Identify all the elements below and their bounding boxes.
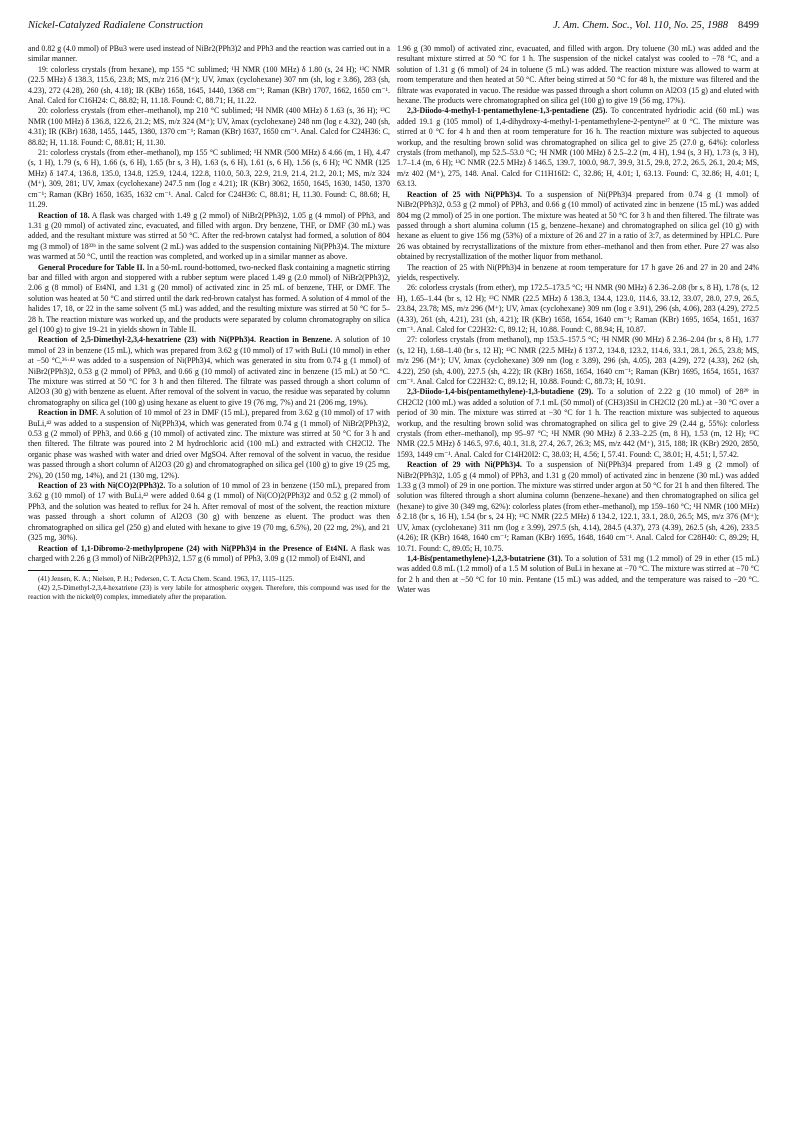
paragraph-text: To a solution of 531 mg (1.2 mmol) of 29 in ether (15 mL) was added 0.8 mL (1.2 mmol) of a 1.5 M solution of BuLi in hexane at −70 °C. The mixture was stirred at −70 °C for 2 h and then at −50 °C for 10 min. Pentane (15 mL) was added, and the temperature was raised to −20 °C. Water was [397, 553, 759, 595]
paragraph [28, 44, 390, 65]
footnote: (42) 2,5-Dimethyl-2,3,4-hexatriene (23) is very labile for atmospheric oxygen. Therefore, this compound was used for the reaction with the nickel(0) complex, immediately after the preparation. [28, 584, 390, 602]
page-number: 8499 [738, 20, 759, 31]
running-title: Nickel-Catalyzed Radialene Construction [28, 20, 203, 31]
paragraph [397, 387, 759, 460]
paragraph-heading: Reaction of 23 with Ni(CO)2(PPh3)2. [38, 481, 166, 491]
paragraph [397, 190, 759, 263]
running-header [28, 20, 759, 36]
paragraph [397, 263, 759, 284]
left-column [28, 44, 390, 1116]
paragraph [28, 148, 390, 210]
paragraph-heading: Reaction of 1,1-Dibromo-2-methylpropene (24) with Ni(PPh3)4 in the Presence of Et4NI. [38, 543, 348, 553]
paragraph [28, 211, 390, 263]
paragraph-heading: 19: [38, 64, 49, 74]
paragraph-text: The reaction of 25 with Ni(PPh3)4 in benzene at room temperature for 17 h gave 26 and 27 in 20 and 24% yields, respectively. [397, 262, 759, 282]
paragraph-heading: 2,3-Diiodo-4-methyl-1-pentamethylene-1,3-pentadiene (25). [407, 106, 608, 116]
paragraph-heading: 1,4-Bis(pentamethylene)-1,2,3-butatriene (31). [407, 553, 563, 563]
paragraph [28, 335, 390, 408]
paragraph [397, 460, 759, 554]
paragraph-text: A solution of 10 mmol of 23 in DMF (15 mL), prepared from 3.62 g (10 mmol) of 17 with BuLi,⁴² was added to a suspension of Ni(PPh3)4, which was generated from 0.74 g (1 mmol) of NiBr2(PPh3)2, 0.53 g (2 mmol) of PPh3, and 0.66 g (10 mmol) of activated zinc. The mixture was stirred at 50 °C for 3 h and then filtered. The filtrate was poured into 2 M hydrochloric acid (100 mL) and extracted with CH2Cl2. The organic phase was washed with water and dried over MgSO4. After removal of the solvent in vacuo, the residue was passed through a short column of Al2O3 (20 g) and chromatographed on silica gel (100 g) to give 19 (25 mg, 2%), 20 (150 mg, 14%), and 21 (130 mg, 12%). [28, 408, 390, 480]
paragraph-text: To a suspension of Ni(PPh3)4 prepared from 1.49 g (2 mmol) of NiBr2(PPh3)2, 1.05 g (4 mmol) of PPh3, and 1.31 g (20 mmol) of activated zinc in benzene (30 mL) was added 1.33 g (3 mmol) of 29 in one portion. The mixture was stirred under argon at 50 °C for 21 h and then filtered. The solution was filtered through a short alumina column (benzene–hexane) and then chromatographed on silica gel (hexane) to give 30 (349 mg, 62%): colorless plates (from ether–methanol), mp 159–160 °C; ¹H NMR (100 MHz) δ 2.18 (br s, 16 H), 1.54 (br s, 24 H); ¹³C NMR (22.5 MHz) δ 134.2, 122.1, 33.1, 28.0, 26.5; MS, m/z 376 (M⁺); UV, λmax (cyclohexane) 311 nm (log ε 3.99), 297.5 (sh, 4.14), 284.5 (4.37), 273 (4.39), 262.5 (sh, 4.26), 233.5 (4.26); IR (KBr) 1648, 1640 cm⁻¹; Raman (KBr) 1695, 1648, 1640 cm⁻¹. Anal. Calcd for C28H40: C, 89.29; H, 10.71. Found: C, 89.05; H, 10.75. [397, 460, 759, 553]
paragraph-heading: 20: [38, 106, 49, 116]
paragraph-heading: Reaction of 2,5-Dimethyl-2,3,4-hexatriene (23) with Ni(PPh3)4. Reaction in Benzene. [38, 335, 333, 345]
paragraph-text: In a 50-mL round-bottomed, two-necked flask containing a magnetic stirring bar and filled with argon and stoppered with a rubber septum were placed 1.49 g (2.0 mmol) of NiBr2(PPh3)2, 2.06 g (8 mmol) of Et4NI, and 1.31 g (20 mmol) of activated zinc in 25 mL of benzene, THF, or DMF. The solution was heated at 50 °C and stirred until the dark red-brown catalyst has formed. A solution of 4 mmol of the halides 17, 18, or 22 in the same solvent (5 mL) was added, and the resulting mixture was stirred at 50 °C for 5–28 h. The reaction mixture was worked up, and the products were separated by column chromatography on silica gel (100 g) to give 19–21 in yields shown in Table II. [28, 262, 390, 334]
paragraph-text: 1.96 g (30 mmol) of activated zinc, evacuated, and filled with argon. Dry toluene (30 mL) was added and the resultant mixture stirred at 50 °C for 1 h. The suspension of the nickel catalyst was cooled to −78 °C, and a solution of 1.31 g (6 mmol) of 24 in toluene (5 mL) was added. The reaction mixture was allowed to warm at room temperature and then heated at 50 °C. After being stirred at 50 °C for 48 h, the mixture was filtered and the filtrate was evaporated in vacuo. The residue was passed through a short column on Al2O3 (15 g) and eluted with hexane. The products were chromatographed on silica gel (100 g) to give 19 (56 mg, 17%). [397, 44, 759, 106]
paragraph-text: colorless crystals (from ether), mp 172.5–173.5 °C; ¹H NMR (90 MHz) δ 2.36–2.08 (br s, 8 H), 1.78 (s, 12 H), 1.65–1.44 (br s, 12 H); ¹³C NMR (22.5 MHz) δ 138.3, 134.4, 123.0, 114.6, 33.12, 33.07, 28.0, 27.9, 26.5, 23.84, 23.78; MS, m/z 296 (M⁺); UV, λmax (cyclohexane) 309 nm (log ε 3.91), 296 (sh, 4.06), 283 (4.29), 272.5 (4.33), 261 (sh, 4.21), 231 (sh, 4.21); IR (KBr) 1658, 1654, 1640 cm⁻¹; Raman (KBr) 1695, 1654, 1651, 1637 cm⁻¹. Anal. Calcd for C22H32: C, 89.12; H, 10.88. Found: C, 88.94; H, 10.87. [397, 283, 759, 334]
paragraph-text: colorless crystals (from methanol), mp 153.5–157.5 °C; ¹H NMR (90 MHz) δ 2.36–2.04 (br s, 8 H), 1.77 (s, 12 H), 1.68–1.40 (br s, 12 H); ¹³C NMR (22.5 MHz) δ 137.2, 134.8, 123.2, 114.6, 33.1, 28.1, 26.5, 23.8; MS, m/z 296 (M⁺); UV, λmax (cyclohexane) 309 nm (log ε 3.89), 296 (sh, 4.05), 283 (4.29), 272 (4.33), 262 (sh, 4.22), 250 (sh, 4.00), 227.5 (sh, 4.22); IR (KBr) 1658, 1654, 1640 cm⁻¹; Raman (KBr) 1695, 1654, 1651, 1637 cm⁻¹. Anal. Calcd for C22H32: C, 89.12; H, 10.88. Found: C, 88.73; H, 10.91. [397, 335, 759, 386]
paragraph-text: colorless crystals (from ether–methanol), mp 155 °C sublimed; ¹H NMR (500 MHz) δ 4.66 (m, 1 H), 4.47 (s, 1 H), 1.79 (s, 6 H), 1.66 (s, 6 H), 1.65 (br s, 3 H), 1.63 (s, 6 H), 1.61 (s, 6 H), 1.56 (s, 6 H); ¹³C NMR (125 MHz) δ 147.4, 136.8, 135.0, 134.8, 125.9, 124.4, 122.8, 110.0, 50.3, 22.9, 21.9, 21.4, 21.2, 20.1; MS, m/z 324 (M⁺), 309, 281; UV, λmax (cyclohexane) 247.5 nm (log ε 4.21); IR (KBr) 3062, 1650, 1645, 1630, 1450, 1370 cm⁻¹; Raman (KBr) 1650, 1635, 1632 cm⁻¹. Anal. Calcd for C24H36: C, 88.81; H, 11.30. Found: C, 88.68; H, 11.29. [28, 148, 390, 210]
paragraph-text: A solution of 10 mmol of 23 in benzene (15 mL), which was prepared from 3.62 g (10 mmol) of 17 with BuLi (10 mmol) in ether at −50 °C,²⁶·⁴² was added to a suspension of Ni(PPh3)4, which was generated in situ from 0.74 g (1 mmol) of NiBr2(PPh3)2, 0.53 g (2 mmol) of PPh3, and 0.66 g (10 mmol) of activated zinc in benzene (15 mL) at 50 °C. The mixture was stirred at 50 °C for 3 h and then filtered. The filtrate was passed through a short column of Al2O3 (30 g) with benzene as eluent. After removal of the solvent in vacuo, the residue was separated by column chromatography on silica gel (100 g) using hexane as eluent to give 19 (76 mg, 7%) and 21 (206 mg, 19%). [28, 335, 390, 407]
journal-citation [553, 20, 759, 31]
paragraph-heading: General Procedure for Table II. [38, 262, 145, 272]
paragraph-heading: Reaction of 18. [38, 210, 90, 220]
paragraph [28, 544, 390, 565]
paragraph [397, 335, 759, 387]
paragraph-heading: Reaction in DMF. [38, 408, 99, 418]
paragraph [397, 44, 759, 106]
paragraph-text: To a suspension of Ni(PPh3)4 prepared from 0.74 g (1 mmol) of NiBr2(PPh3)2, 0.53 g (2 mmol) of PPh3, and 0.66 g (10 mmol) of activated zinc in benzene (15 mL) was added 804 mg (2 mmol) of 25 in one portion. The mixture was heated at 50 °C for 3 h and then filtered. The filtrate was passed through a short alumina column (15 g, benzene–hexane) and chromatographed on silica gel (10 g) with hexane as eluent to give 156 mg (53%) of a mixture of 26 and 27 in a ratio of 3:7, as determined by HPLC. Pure 26 was obtained by recrystallizations of the mixture from ether–methanol and then from ether. Pure 27 was also obtained by recrystallization of the mother liquor from methanol. [397, 189, 759, 262]
paragraph [397, 554, 759, 596]
paragraph [397, 283, 759, 335]
paragraph-text: colorless crystals (from ether–methanol), mp 210 °C sublimed; ¹H NMR (400 MHz) δ 1.63 (s, 36 H); ¹³C NMR (100 MHz) δ 136.8, 122.6, 21.2; MS, m/z 324 (M⁺); UV, λmax (cyclohexane) 248 nm (log ε 4.32), 240 (sh, 4.31); IR (KBr) 1638, 1455, 1445, 1380, 1370 cm⁻¹; Raman (KBr) 1637, 1650 cm⁻¹. Anal. Calcd for C24H36: C, 88.82; H, 11.18. Found: C, 88.81; H, 11.30. [28, 106, 390, 147]
journal-reference: J. Am. Chem. Soc., Vol. 110, No. 25, 1988 [553, 20, 728, 31]
paragraph-text: To a solution of 10 mmol of 23 in benzene (150 mL), prepared from 3.62 g (10 mmol) of 17 with BuLi,⁴² were added 0.64 g (1 mmol) of Ni(CO)2(PPh3)2 and 0.52 g (2 mmol) of PPh3, and the solution was heated to reflux for 24 h. After removal of most of the solvent, the reaction mixture was passed through a short column of Al2O3 (30 g) with benzene as eluent. The product was then chromatographed on silica gel (250 g) and eluted with hexane to give 19 (70 mg, 6.5%), 20 (22 mg, 2%), and 21 (325 mg, 30%). [28, 481, 390, 543]
paragraph-text: To a solution of 2.22 g (10 mmol) of 28²⁹ in CH2Cl2 (100 mL) was added a solution of 7.1 mL (50 mmol) of (CH3)3SiI in CH2Cl2 (20 mL) at −30 °C over a period of 30 min. The mixture was stirred at −30 °C for 1 h. The reaction mixture was subjected to aqueous workup, and the resulting brown solid was chromatographed on silica gel to give 29 (2.44 g, 55%): colorless crystals (from ether–methanol), mp 95–97 °C; ¹H NMR (90 MHz) δ 2.33–2.25 (m, 8 H), 1.53 (m, 12 H); ¹³C NMR (22.5 MHz) δ 146.5, 97.6, 40.1, 31.8, 27.4, 26.7, 26.3; MS, m/z 442 (M⁺), 315, 188; IR (KBr) 2920, 2850, 1593, 1449 cm⁻¹. Anal. Calcd for C14H20I2: C, 38.03; H, 4.56; I, 57.41. Found: C, 38.01; H, 4.51; I, 57.42. [397, 387, 759, 459]
paragraph-heading: 2,3-Diiodo-1,4-bis(pentamethylene)-1,3-butadiene (29). [407, 387, 594, 397]
paragraph-heading: Reaction of 25 with Ni(PPh3)4. [407, 189, 522, 199]
paragraph [28, 263, 390, 336]
paragraph-heading: 21: [38, 148, 49, 158]
paragraph [397, 106, 759, 189]
paragraph [28, 106, 390, 148]
paragraph-heading: 26: [407, 283, 418, 293]
right-column [397, 44, 759, 1116]
paragraph [28, 481, 390, 543]
paragraph-text: A flask was charged with 1.49 g (2 mmol) of NiBr2(PPh3)2, 1.05 g (4 mmol) of PPh3, and 1.31 g (20 mmol) of activated zinc, evacuated, and filled with argon. Dry benzene, THF, or DMF (30 mL) was added, and the resultant mixture was stirred at 50 °C. After the red-brown catalyst had formed, a solution of 804 mg (3 mmol) of 18³²ᵇ in the same solvent (2 mL) was added to the suspension containing Ni(PPh3)4. The mixture was warmed at 50 °C, until the reaction was completed, and worked up in a similar manner as above. [28, 210, 390, 262]
paragraph-text: colorless crystals (from hexane), mp 155 °C sublimed; ¹H NMR (100 MHz) δ 1.80 (s, 24 H); ¹³C NMR (22.5 MHz) δ 138.3, 115.6, 23.8; MS, m/z 216 (M⁺); UV, λmax (cyclohexane) 307 nm (sh, log ε 3.86), 283 (sh, 4.23), 272 (4.28), 260 (sh, 4.18); IR (KBr) 1658, 1645, 1440, 1368 cm⁻¹; Raman (KBr) 1707, 1662, 1650 cm⁻¹. Anal. Calcd for C16H24: C, 88.82; H, 11.18. Found: C, 88.71; H, 11.22. [28, 64, 390, 106]
footnote: (41) Jensen, K. A.; Nielsen, P. H.; Pedersen, C. T. Acta Chem. Scand. 1963, 17, 1115–1125. [38, 575, 295, 584]
paragraph [28, 65, 390, 107]
paragraph-heading: 27: [407, 335, 418, 345]
paragraph-text: A flask was charged with 2.26 g (3 mmol) of NiBr2(PPh3)2, 1.57 g (6 mmol) of PPh3, 3.09 g (12 mmol) of Et4NI, and [28, 543, 390, 563]
paragraph-text: To concentrated hydriodic acid (60 mL) was added 19.1 g (105 mmol) of 1,4-dihydroxy-4-methyl-1-pentamethylene-2-pentyne²⁷ at 0 °C. The mixture was stirred at 0 °C for 4 h and then at room temperature for 16 h. The reaction mixture was subjected to aqueous workup, and the resulting brown solid was chromatographed on silica gel to give 25 (27.0 g, 64%): colorless crystals (from methanol), mp 52.5–53.0 °C; ¹H NMR (100 MHz) δ 2.5–2.2 (m, 4 H), 1.94 (s, 3 H), 1.73 (s, 3 H), 1.7–1.4 (m, 6 H); ¹³C NMR (22.5 MHz) δ 146.5, 139.7, 100.0, 98.7, 39.9, 31.5, 29.8, 27.2, 26.5, 26.1, 20.4; MS, m/z 402 (M⁺), 275, 148. Anal. Calcd for C11H16I2: C, 32.86; H, 4.01; I, 63.13. Found: C, 32.86; H, 4.01; I, 63.13. [397, 106, 759, 189]
paragraph-text: and 0.82 g (4.0 mmol) of PBu3 were used instead of NiBr2(PPh3)2 and PPh3 and the reaction was carried out in a similar manner. [28, 44, 390, 64]
paragraph [28, 408, 390, 481]
paragraph-heading: Reaction of 29 with Ni(PPh3)4. [407, 460, 522, 470]
footnote-rule [28, 570, 98, 571]
